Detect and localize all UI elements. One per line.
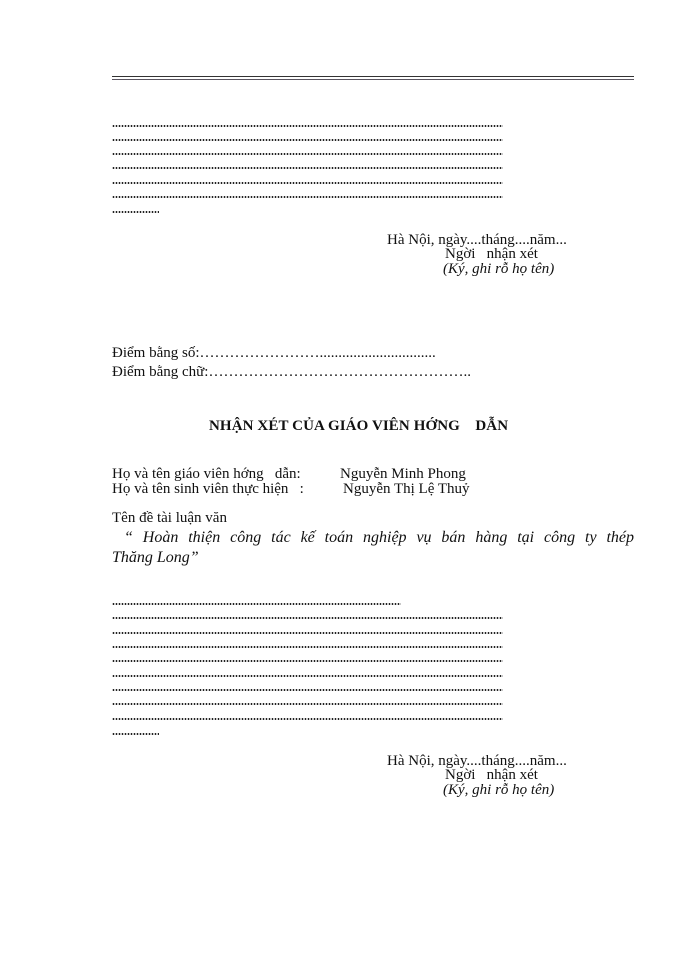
dotted-fill-line-short (112, 733, 159, 735)
student-label: Họ và tên sinh viên thực hiện : (112, 481, 304, 497)
thesis-label: Tên đề tài luận văn (112, 510, 227, 526)
dotted-fill-line (112, 617, 503, 619)
signature-note: (Ký, ghi rỗ họ tên) (443, 261, 555, 277)
dotted-fill-line (112, 689, 503, 691)
thesis-title-line2: Thăng Long” (112, 549, 199, 566)
section-title: NHẬN XÉT CỦA GIÁO VIÊN HỚNG DẪN (209, 418, 509, 434)
dotted-fill-line (112, 646, 503, 648)
advisor-label: Họ và tên giáo viên hớng dẫn: (112, 466, 301, 482)
header-double-rule (112, 76, 634, 80)
student-name: Nguyễn Thị Lệ Thuỷ (343, 481, 470, 497)
score-text-label: Điểm bằng chữ:…………………………………………….. (112, 364, 471, 380)
dotted-fill-line (112, 153, 503, 155)
dotted-fill-line (112, 182, 503, 184)
score-numeric-label: Điểm bằng số:……………………............................... (112, 345, 436, 361)
dotted-fill-line-short (112, 211, 159, 213)
signature-role: Ngời nhận xét (445, 246, 538, 262)
dotted-fill-line (112, 718, 503, 720)
advisor-name: Nguyễn Minh Phong (340, 466, 466, 482)
thesis-title (112, 528, 634, 568)
dotted-fill-line (112, 167, 503, 169)
signature-date-line: Hà Nội, ngày....tháng....năm... (387, 753, 567, 769)
dotted-fill-line-medium (112, 603, 401, 605)
dotted-fill-line (112, 196, 503, 198)
dotted-fill-line (112, 675, 503, 677)
dotted-fill-line (112, 660, 503, 662)
signature-role: Ngời nhận xét (445, 767, 538, 783)
signature-date-line: Hà Nội, ngày....tháng....năm... (387, 232, 567, 248)
dotted-fill-line (112, 125, 503, 127)
dotted-fill-line (112, 139, 503, 141)
dotted-fill-line (112, 703, 503, 705)
signature-note: (Ký, ghi rỗ họ tên) (443, 782, 555, 798)
dotted-fill-line (112, 632, 503, 634)
thesis-title-line1: “ Hoàn thiện công tác kế toán nghiệp vụ bán hàng tại công ty thép (124, 529, 634, 546)
